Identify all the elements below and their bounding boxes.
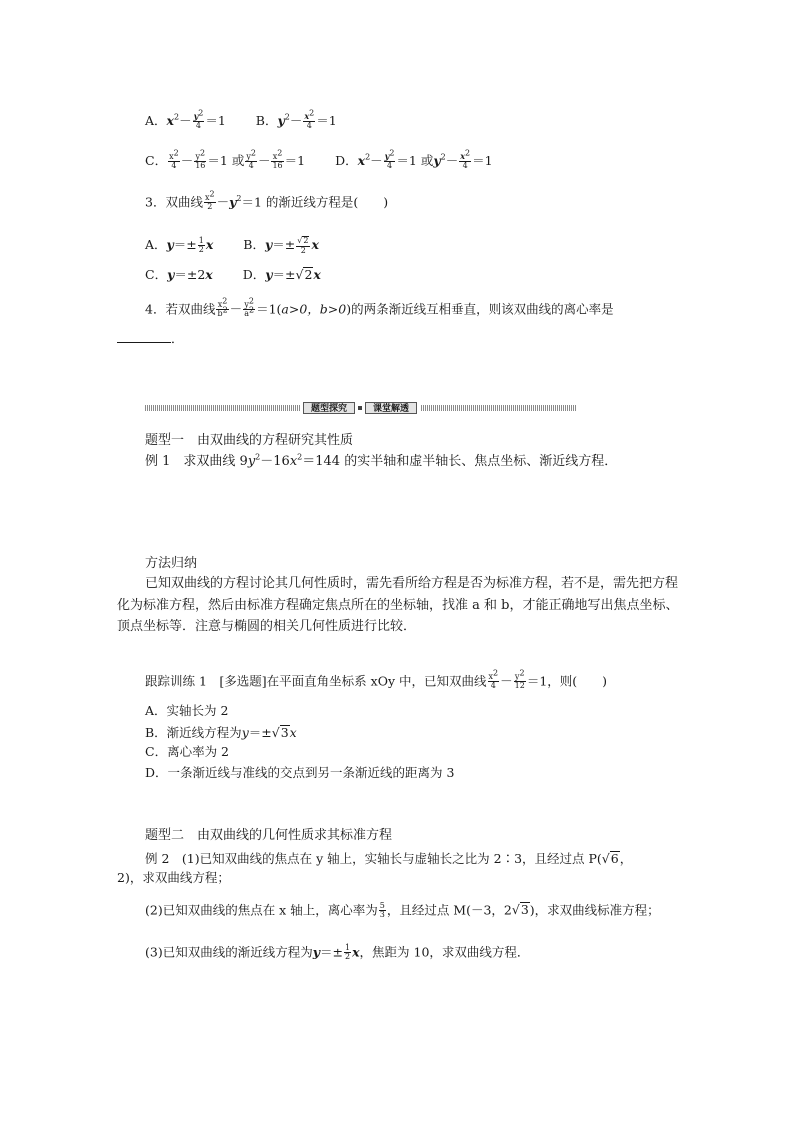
method-title: 方法归纳 xyxy=(145,556,198,571)
section-banner xyxy=(145,402,577,414)
type2-title: 题型二 由双曲线的几何性质求其标准方程 xyxy=(145,828,393,843)
example1-suffix: ＝144 的实半轴和虚半轴长、焦点坐标、渐近线方程． xyxy=(302,454,618,469)
example1: 例 1 求双曲线 $9y^2-16x^2=144$ 的实半轴和虚半轴长、焦点坐标、渐近线方程． xyxy=(145,452,618,469)
example2-line1: 例 2 (1)已知双曲线的焦点在 y 轴上，实轴长与虚轴长之比为 2∶3，且经过点 P(√6， xyxy=(145,851,633,866)
example2-part2: (2)已知双曲线的焦点在 x 轴上，离心率为 $\frac{5}{3}$ ，且经过点 M(－3，2√3)，求双曲线标准方程； xyxy=(145,901,660,920)
example2-part3: (3)已知双曲线的渐近线方程为y＝± $\frac{1}{2}$ x，焦距为 10，求双曲线方程． xyxy=(145,943,530,962)
q3-options-cd: C．y＝±2x D．y＝±√2x xyxy=(145,267,321,282)
q2-options-cd: C． $\frac{x^2}{4}$ － $\frac{y^2}{16}$ ＝1 或 $\frac{y^2}{4}$ － $\frac{x^2}{16}$ ＝1 D．$x^2-$ $\frac{y^2}{4}$ ＝1 或$y^2-$ $\frac{x^2}{4}$ ＝1 xyxy=(145,147,493,171)
example2-line2: 2)，求双曲线方程； xyxy=(117,870,230,885)
track1-prefix: 跟踪训练 1 [多选题]在平面直角坐标系 xOy 中，已知双曲线 xyxy=(145,673,487,689)
q3-suffix: ＝1 的渐近线方程是( ) xyxy=(241,194,389,210)
track1-question: 跟踪训练 1 [多选题]在平面直角坐标系 xOy 中，已知双曲线 $\frac{x^2}{4}$ － $\frac{y^2}{12}$ ＝1，则( ) xyxy=(145,668,608,691)
banner-left-label: 题型探究 xyxy=(303,402,355,414)
method-body: 已知双曲线的方程讨论其几何性质时，需先看所给方程是否为标准方程，若不是，需先把方程化为标准方程，然后由标准方程确定焦点所在的坐标轴，找准 a 和 b，才能正确地写出焦点坐标、顶点坐标等．注意与椭圆的相关几何性质进行比较． xyxy=(117,576,679,634)
q3-option-c-label: C． xyxy=(145,267,168,282)
example2-line1-text: 例 2 (1)已知双曲线的焦点在 y 轴上，实轴长与虚轴长之比为 2∶3，且经过点 P( xyxy=(145,851,602,866)
track1-option-b-prefix: B．渐近线方程为 xyxy=(145,725,242,740)
q2-option-d-mid: ＝1 或 xyxy=(396,152,434,168)
q2-option-c-tail: ＝1 xyxy=(284,152,306,168)
q4-mid: ＝1( xyxy=(256,301,282,317)
example2-part2-prefix: (2)已知双曲线的焦点在 x 轴上，离心率为 xyxy=(145,902,378,918)
example2-part2-mid: ，且经过点 M(－3，2 xyxy=(386,902,512,918)
example2-part2-suffix: )，求双曲线标准方程； xyxy=(529,902,660,918)
banner-rule-right xyxy=(421,405,577,411)
track1-suffix: ＝1，则( ) xyxy=(526,673,608,689)
q3-options-ab: A．y＝± $\frac{1}{2}$ x B．y＝± $\frac{√2}{2}$ x xyxy=(145,235,319,255)
track1-option-c: C．离心率为 2 xyxy=(145,744,229,759)
q4-question: 4．若双曲线 $\frac{x^2}{b^2}$ － $\frac{y^2}{a^2}$ ＝1(a>0，b>0)的两条渐近线互相垂直，则该双曲线的离心率是 xyxy=(145,296,614,319)
q3-option-b-label: B． xyxy=(243,237,265,253)
q3-question: 3．双曲线 $\frac{x^2}{2}$ $-y^2=1$ 的渐近线方程是( ) xyxy=(145,189,389,212)
example2-part3-suffix: ，焦距为 10，求双曲线方程． xyxy=(359,944,530,960)
q2-option-d-tail: ＝1 xyxy=(472,152,493,168)
q2-option-d-label: D． xyxy=(335,152,358,168)
track1-option-d: D．一条渐近线与准线的交点到另一条渐近线的距离为 3 xyxy=(145,765,455,780)
banner-rule-left xyxy=(145,405,300,411)
example2-part3-prefix: (3)已知双曲线的渐近线方程为 xyxy=(145,944,313,960)
q2-option-b-tail: ＝1 xyxy=(316,112,337,128)
q2-options-ab: A．$x^2-$ $\frac{y^2}{4}$ ＝1 B．$y^2-$ $\frac{x^2}{4}$ ＝1 xyxy=(145,108,337,131)
q3-option-a-label: A． xyxy=(145,237,167,253)
track1-option-a: A．实轴长为 2 xyxy=(145,703,229,718)
banner-dot xyxy=(358,406,362,410)
q4-condition: a>0，b>0 xyxy=(281,301,347,317)
q4-answer-blank: ． xyxy=(117,333,184,346)
q2-option-a-label: A． xyxy=(145,112,167,128)
q3-prefix: 3．双曲线 xyxy=(145,194,203,210)
q2-option-b-label: B． xyxy=(255,112,278,128)
q2-option-c-label: C． xyxy=(145,152,168,168)
q4-suffix: )的两条渐近线互相垂直，则该双曲线的离心率是 xyxy=(346,301,614,317)
example1-prefix: 例 1 求双曲线 9 xyxy=(145,454,248,469)
q2-option-c-mid: ＝1 或 xyxy=(207,152,245,168)
q4-prefix: 4．若双曲线 xyxy=(145,301,216,317)
q2-option-a-tail: ＝1 xyxy=(205,112,226,128)
type1-title: 题型一 由双曲线的方程研究其性质 xyxy=(145,433,354,448)
banner-right-label: 课堂解透 xyxy=(365,402,417,414)
track1-option-b: B．渐近线方程为y＝±√3x xyxy=(145,725,297,740)
q3-option-d-label: D． xyxy=(242,267,266,282)
